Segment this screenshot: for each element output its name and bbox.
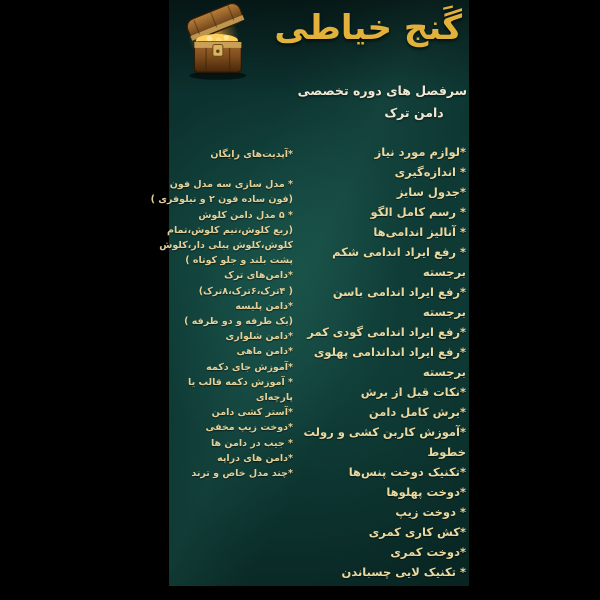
list-item: *آستر کشی دامن <box>211 407 293 419</box>
list-item: *کش کاری کمری <box>368 525 466 539</box>
list-item: *دامن‌های ترک <box>224 270 293 282</box>
course-poster-card <box>150 0 469 586</box>
list-item: پشت بلند و جلو کوتاه ) <box>185 255 293 267</box>
list-item: (فون ساده فون ۲ و نیلوفری ) <box>150 194 293 206</box>
treasure-chest-icon <box>175 3 259 81</box>
topics-column-left <box>150 147 293 481</box>
list-item: * مدل سازی سه مدل فون <box>169 179 293 191</box>
list-item: برجسته <box>422 305 466 319</box>
list-item: * تکنیک لایی چسباندن <box>341 565 466 579</box>
list-item: *رفع ایراد اندامی باسن <box>332 285 466 299</box>
list-item: * رسم کامل الگو <box>370 205 466 219</box>
topics-column-right <box>296 142 466 582</box>
list-item: *آموزش کاربن کشی و رولت <box>303 425 466 439</box>
list-item: *چند مدل خاص و ترند <box>191 468 293 480</box>
list-item: (یک طرفه و دو طرفه ) <box>184 316 293 328</box>
subtitle-line2: دامن ترک <box>384 105 444 120</box>
list-item: * ۵ مدل دامن کلوش <box>198 209 293 221</box>
list-item: پارچه‌ای <box>255 392 293 404</box>
list-item: * اندازه‌گیری <box>394 165 466 179</box>
list-item: خطوط <box>427 445 466 459</box>
list-item: *دامن ماهی <box>236 346 293 358</box>
list-item: برجسته <box>422 365 466 379</box>
list-item: ( ۴ترک،۶ترک،۸ترک) <box>198 285 293 297</box>
list-item: * جیب در دامن ها <box>210 437 293 449</box>
page-title: گَنج خیاطی <box>274 8 462 48</box>
list-item: *آپدیت‌های رایگان <box>210 149 293 160</box>
list-item: *دامن پلیسه <box>235 300 293 312</box>
list-item: *جدول سایز <box>396 185 466 199</box>
subtitle-line1: سرفصل های دوره تخصصی <box>297 83 467 98</box>
list-item: * آنالیز اندامی‌ها <box>373 225 466 239</box>
course-subtitle <box>298 80 467 124</box>
list-item: *آموزش جای دکمه <box>206 361 293 373</box>
list-item: * دوخت زیپ <box>395 505 466 519</box>
list-item: *نکات قبل از برش <box>360 385 466 399</box>
list-item: *دامن شلواری <box>225 331 293 343</box>
list-item: *دوخت پهلوها <box>386 485 466 499</box>
list-item: کلوش،کلوش پیلی دار،کلوش <box>159 240 293 252</box>
list-item: * رفع ایراد اندامی شکم <box>332 245 466 259</box>
list-item: *رفع ایراد انداندامی پهلوی <box>313 345 466 359</box>
list-item: *دوخت کمری <box>390 545 466 559</box>
list-item: (ربع کلوش،نیم کلوش،تمام <box>167 224 293 236</box>
list-item: برجسته <box>422 265 466 279</box>
list-item: *تکنیک دوخت پنس‌ها <box>348 465 466 479</box>
list-item: *برش کامل دامن <box>368 405 466 419</box>
list-item: *دامن های دراپه <box>217 452 293 464</box>
list-item: * آموزش دکمه قالب یا <box>188 376 293 388</box>
list-item: *رفع ایراد اندامی گودی کمر <box>307 325 466 339</box>
list-item: *لوازم مورد نیاز <box>374 145 466 159</box>
list-item: *دوخت زیپ مخفی <box>205 422 293 434</box>
